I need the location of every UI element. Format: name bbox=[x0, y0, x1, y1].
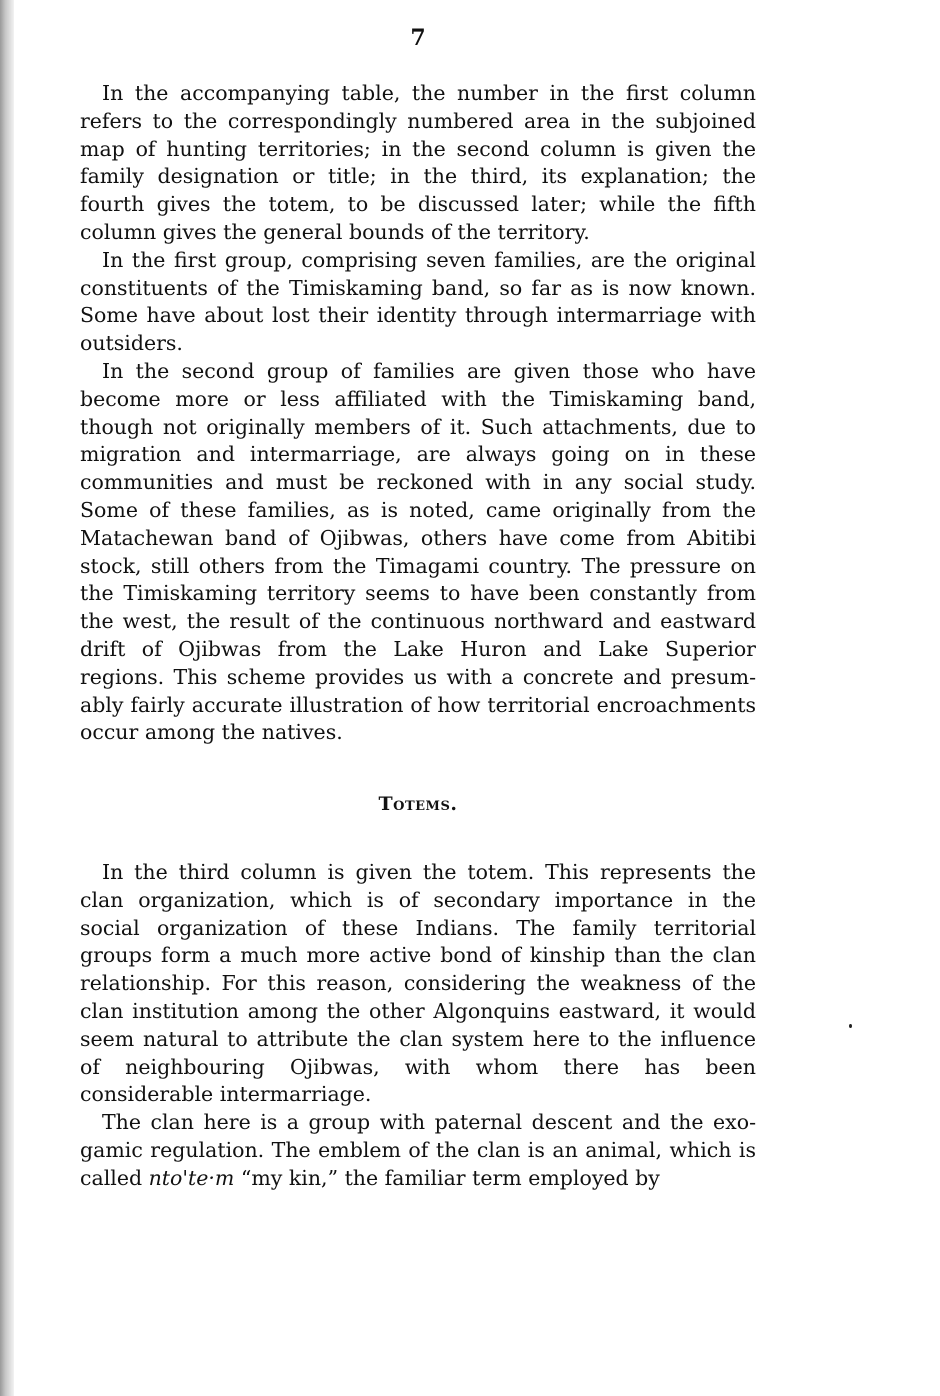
paragraph-totem-column: In the third column is given the totem. This represents the clan organization, which is of secondary importance in the social organization of these Indians. The family territorial groups form a much more active bond of kinship than the clan relationship. For this reason, considering the weakness of the clan institution among the other Algonquins eastward, it would seem natural to attribute the clan system here to the influence of neighbouring Ojibwas, with whom there has been considerable intermarriage. bbox=[80, 859, 756, 1107]
scan-edge-shadow bbox=[0, 0, 14, 1396]
paragraph-clan-description bbox=[80, 1109, 756, 1192]
document-page bbox=[80, 24, 756, 1192]
paragraph-table-explanation: In the accompanying table, the number in the first column refers to the correspondingly numbered area in the subjoined map of hunting territories; in the second column is given the family designation or title; in the third, its explanation; the fourth gives the totem, to be discussed later; while the fifth column gives the general bounds of the territory. bbox=[80, 81, 756, 244]
page-number: 7 bbox=[410, 25, 426, 51]
paragraph-second-group: In the second group of families are given those who have become more or less affiliated with the Timiskaming band, though not originally members of it. Such attachments, due to migration and intermarriage, are always going on in these communities and must be reckoned with in any social study. Some of these families, as is noted, came originally from the Matachewan band of Ojibwas, others have come from Abitibi stock, still others from the Timagami country. The pressure on the Timiskaming territory seems to have been constantly from the west, the result of the continuous northward and eastward drift of Ojibwas from the Lake Huron and Lake Superior regions. This scheme provides us with a concrete and presumably fairly accurate illustration of how territorial encroachments occur among the natives. bbox=[80, 358, 756, 745]
clan-text-end: “my kin,” the familiar term employed by bbox=[234, 1165, 660, 1190]
clan-text-start: The clan here is a group with paternal descent and the exogamic regulation. The emblem of the clan is an animal, which is called bbox=[80, 1110, 756, 1190]
section-heading-totems: Totems. bbox=[378, 793, 458, 816]
ojibwa-term: nto'te·m bbox=[148, 1165, 235, 1190]
scan-speck bbox=[849, 1024, 852, 1028]
paragraph-first-group: In the first group, comprising seven families, are the original constituents of the Timiskaming band, so far as is now known. Some have about lost their identity through intermarriage with outsiders. bbox=[80, 247, 756, 356]
